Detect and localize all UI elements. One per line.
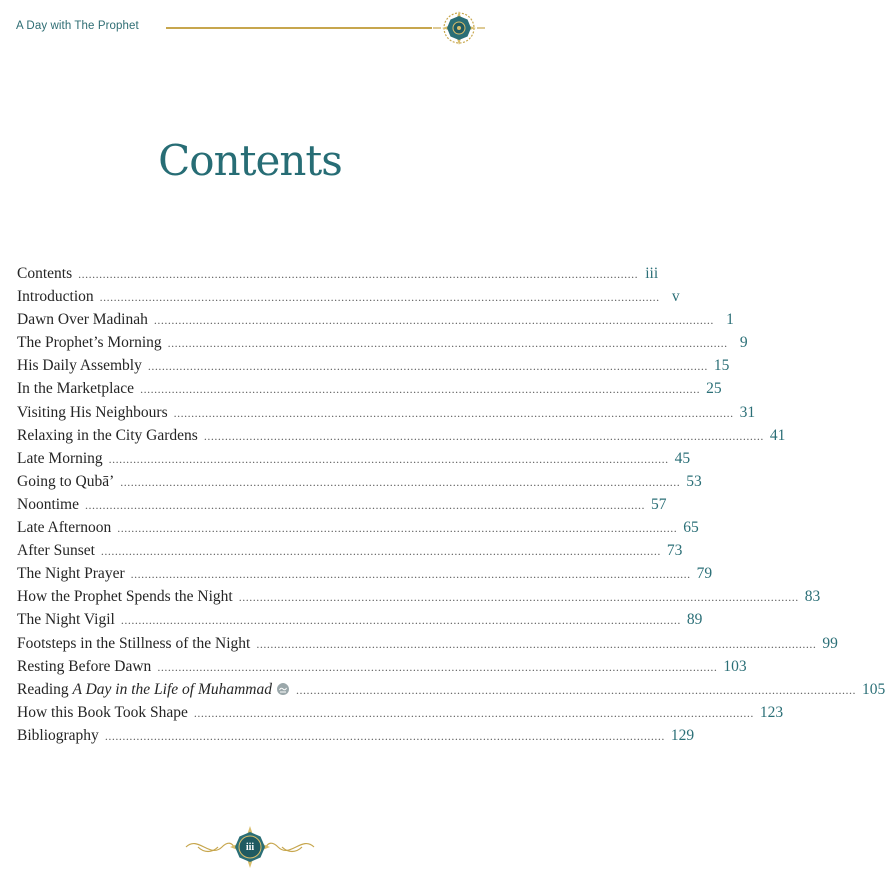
toc-entry-title: Dawn Over Madinah <box>17 311 148 329</box>
toc-leader-dots: ................................................................................................................................................................ <box>99 290 660 305</box>
toc-entry-title: Visiting His Neighbours <box>17 403 168 421</box>
toc-entry-page: 1 <box>726 311 734 329</box>
toc-entry-page: 103 <box>723 657 747 675</box>
toc-entry <box>17 655 747 678</box>
toc-leader-dots: ................................................................................................................................................................ <box>256 636 817 651</box>
toc-leader-dots: ................................................................................................................................................................ <box>193 705 754 720</box>
toc-leader-dots: ................................................................................................................................................................ <box>120 613 681 628</box>
toc-entry-title <box>17 678 290 701</box>
toc-leader-dots: ................................................................................................................................................................ <box>157 659 718 674</box>
toc-entry-title-italic: A Day in the Life of Muhammad <box>72 680 273 698</box>
toc-entry-page: 79 <box>696 565 713 583</box>
toc-entry <box>17 401 756 424</box>
page-title: Contents <box>158 136 342 185</box>
toc-leader-dots: ................................................................................................................................................................ <box>78 267 639 281</box>
toc-entry-page: 45 <box>674 449 691 467</box>
toc-entry-page: 53 <box>686 472 702 490</box>
toc-entry-title: The Night Prayer <box>17 565 125 583</box>
toc-entry-title: Late Morning <box>17 449 103 467</box>
toc-entry-title: The Night Vigil <box>17 611 115 629</box>
toc-entry-page: 65 <box>683 519 699 537</box>
toc-entry <box>17 262 659 285</box>
toc-entry-page: 41 <box>769 426 786 444</box>
toc-entry-page: 89 <box>686 611 703 629</box>
toc-entry <box>17 724 695 747</box>
toc-entry-page: 99 <box>822 634 838 652</box>
toc-entry-page: v <box>671 288 680 306</box>
toc-entry-title: Noontime <box>17 495 79 513</box>
toc-entry <box>17 308 734 331</box>
toc-leader-dots: ................................................................................................................................................................ <box>85 497 645 512</box>
toc-leader-dots: ................................................................................................................................................................ <box>117 521 678 536</box>
toc-leader-dots: ................................................................................................................................................................ <box>173 405 734 420</box>
running-header <box>16 14 486 44</box>
toc-entry-title: In the Marketplace <box>17 380 135 398</box>
toc-leader-dots: ................................................................................................................................................................ <box>104 728 665 743</box>
toc-leader-dots: ................................................................................................................................................................ <box>130 567 691 582</box>
toc-entry <box>17 701 784 724</box>
toc-entry <box>17 354 730 377</box>
toc-leader-dots: ................................................................................................................................................................ <box>120 474 681 489</box>
toc-entry-page: 31 <box>739 403 756 421</box>
toc-entry-title: After Sunset <box>17 542 95 560</box>
toc-entry <box>17 585 821 608</box>
header-rule <box>166 27 432 29</box>
toc-leader-dots: ................................................................................................................................................................ <box>108 451 669 466</box>
toc-entry <box>17 285 680 308</box>
toc-entry-title: Bibliography <box>17 726 99 744</box>
toc-entry <box>17 516 699 539</box>
toc-entry-title: His Daily Assembly <box>17 357 142 375</box>
toc-entry-title: The Prophet’s Morning <box>17 334 162 352</box>
toc-entry <box>17 447 691 470</box>
salawat-icon <box>276 682 290 696</box>
toc-entry-page: 73 <box>666 542 683 560</box>
toc-entry-title: Relaxing in the City Gardens <box>17 426 198 444</box>
toc-leader-dots: ................................................................................................................................................................ <box>100 544 661 559</box>
toc-entry-title: How this Book Took Shape <box>17 703 188 721</box>
toc-entry-page: 15 <box>713 357 730 375</box>
toc-entry-page: 129 <box>670 726 695 744</box>
toc-entry-page: 25 <box>706 380 722 398</box>
toc-leader-dots: ................................................................................................................................................................ <box>140 382 701 397</box>
toc-entry-title: How the Prophet Spends the Night <box>17 588 233 606</box>
toc-entry-title: Contents <box>17 265 73 282</box>
toc-leader-dots: ................................................................................................................................................................ <box>296 682 857 697</box>
toc-leader-dots: ................................................................................................................................................................ <box>203 428 764 443</box>
toc-entry-page: 83 <box>804 588 821 606</box>
toc-entry-page: 105 <box>862 680 885 698</box>
toc-entry <box>17 493 667 516</box>
toc-entry-title: Footsteps in the Stillness of the Night <box>17 634 251 652</box>
toc-entry-title: Going to Qubā’ <box>17 472 115 490</box>
toc-leader-dots: ................................................................................................................................................................ <box>147 359 708 374</box>
toc-entry <box>17 678 885 701</box>
toc-entry-page: iii <box>645 265 659 282</box>
toc-entry <box>17 539 683 562</box>
book-title: A Day with The Prophet <box>16 20 139 32</box>
table-of-contents <box>17 262 885 747</box>
toc-leader-dots: ................................................................................................................................................................ <box>153 313 714 328</box>
toc-entry-page: 9 <box>739 334 748 352</box>
toc-entry-title-prefix: Reading <box>17 680 73 698</box>
ornament-icon <box>432 8 486 48</box>
toc-entry-page: 123 <box>759 703 784 721</box>
toc-entry-title: Introduction <box>17 288 94 306</box>
page-number: iii <box>245 842 255 853</box>
toc-entry-title: Resting Before Dawn <box>17 657 152 675</box>
toc-entry <box>17 608 703 631</box>
toc-entry <box>17 470 702 493</box>
toc-entry <box>17 562 713 585</box>
toc-entry-title: Late Afternoon <box>17 519 112 537</box>
toc-entry <box>17 331 748 354</box>
toc-leader-dots: ................................................................................................................................................................ <box>238 590 799 605</box>
toc-entry <box>17 424 786 447</box>
toc-leader-dots: ................................................................................................................................................................ <box>167 336 728 351</box>
toc-entry <box>17 632 838 655</box>
toc-entry-page: 57 <box>651 495 667 513</box>
toc-entry <box>17 377 722 400</box>
